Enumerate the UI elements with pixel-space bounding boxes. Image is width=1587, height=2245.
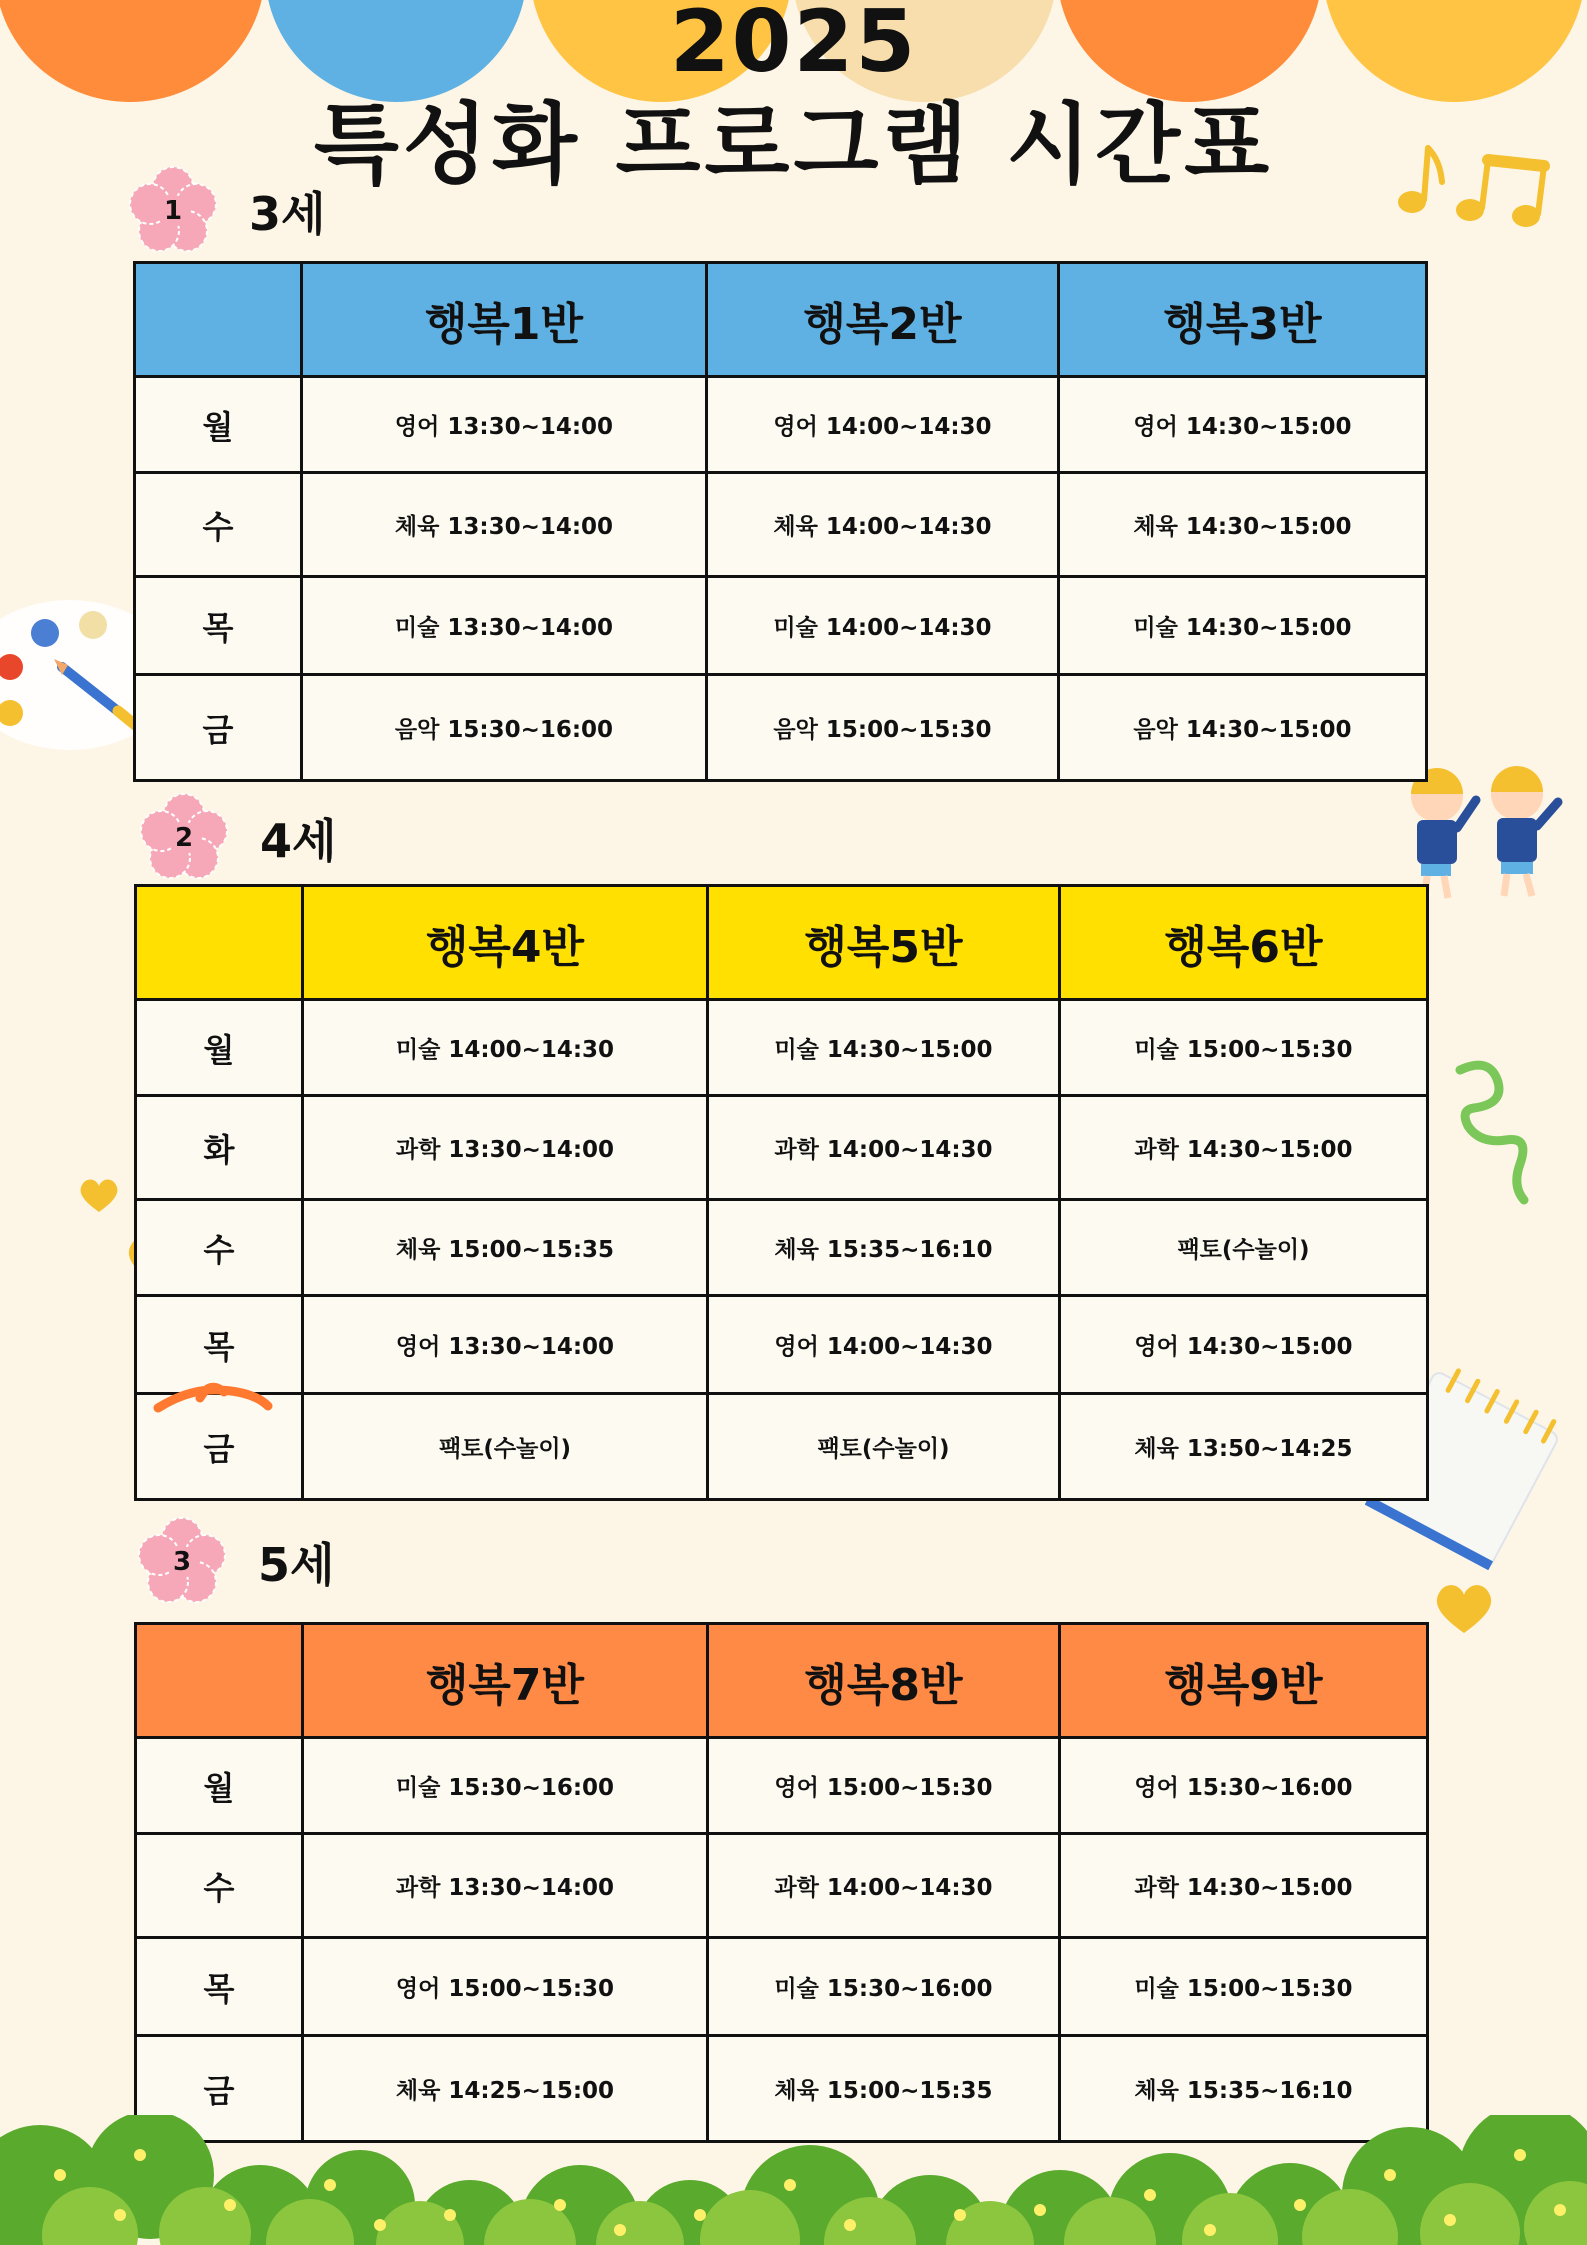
table-row — [135, 577, 1427, 675]
schedule-cell: 미술 14:00~14:30 — [707, 577, 1059, 675]
corner-cell — [136, 1624, 303, 1738]
schedule-cell: 체육 15:00~15:35 — [708, 2036, 1060, 2142]
section-header-3세 — [127, 165, 325, 257]
schedule-cell: 체육 14:00~14:30 — [707, 473, 1059, 577]
table-row — [135, 473, 1427, 577]
poster-title: 특성화 프로그램 시간표 — [313, 93, 1274, 196]
corner-cell — [135, 263, 302, 377]
class-header: 행복8반 — [708, 1624, 1060, 1738]
schedule-cell: 영어 15:30~16:00 — [1060, 1738, 1428, 1834]
class-header: 행복4반 — [303, 886, 708, 1000]
day-cell: 월 — [136, 1738, 303, 1834]
day-cell: 목 — [136, 1296, 303, 1394]
schedule-cell: 음악 14:30~15:00 — [1059, 675, 1427, 781]
day-cell: 목 — [135, 577, 302, 675]
day-cell: 목 — [136, 1938, 303, 2036]
section-age-label: 4세 — [260, 814, 337, 868]
schedule-cell: 미술 14:30~15:00 — [1059, 577, 1427, 675]
schedule-table-3세 — [133, 261, 1428, 782]
flower-badge-icon — [127, 165, 219, 257]
section-age-label: 3세 — [249, 187, 326, 241]
schedule-cell: 영어 14:30~15:00 — [1060, 1296, 1428, 1394]
class-header: 행복1반 — [302, 263, 707, 377]
section-number: 2 — [174, 823, 194, 853]
heart-icon — [78, 1176, 120, 1214]
schedule-cell: 영어 13:30~14:00 — [302, 377, 707, 473]
schedule-cell: 체육 14:30~15:00 — [1059, 473, 1427, 577]
schedule-cell: 영어 15:00~15:30 — [708, 1738, 1060, 1834]
schedule-table-4세 — [134, 884, 1429, 1501]
day-cell: 수 — [136, 1834, 303, 1938]
table-row — [136, 1296, 1428, 1394]
table-row — [135, 377, 1427, 473]
section-number: 1 — [163, 196, 183, 226]
table-header-row — [135, 263, 1427, 377]
table-row — [136, 1738, 1428, 1834]
schedule-cell: 팩토(수놀이) — [1060, 1200, 1428, 1296]
class-header: 행복6반 — [1060, 886, 1428, 1000]
schedule-cell: 과학 14:30~15:00 — [1060, 1834, 1428, 1938]
day-cell: 금 — [136, 1394, 303, 1500]
schedule-cell: 팩토(수놀이) — [303, 1394, 708, 1500]
schedule-cell: 미술 14:00~14:30 — [303, 1000, 708, 1096]
section-age-label: 5세 — [258, 1538, 335, 1592]
class-header: 행복9반 — [1060, 1624, 1428, 1738]
corner-cell — [136, 886, 303, 1000]
schedule-cell: 영어 15:00~15:30 — [303, 1938, 708, 2036]
table-row — [135, 675, 1427, 781]
class-header: 행복7반 — [303, 1624, 708, 1738]
schedule-cell: 미술 13:30~14:00 — [302, 577, 707, 675]
poster-year: 2025 — [669, 0, 918, 92]
schedule-cell: 체육 15:35~16:10 — [1060, 2036, 1428, 2142]
day-cell: 화 — [136, 1096, 303, 1200]
flower-badge-icon — [138, 792, 230, 884]
table-row — [136, 1834, 1428, 1938]
schedule-cell: 미술 15:00~15:30 — [1060, 1938, 1428, 2036]
schedule-cell: 음악 15:00~15:30 — [707, 675, 1059, 781]
day-cell: 월 — [135, 377, 302, 473]
schedule-cell: 체육 14:25~15:00 — [303, 2036, 708, 2142]
schedule-cell: 과학 14:30~15:00 — [1060, 1096, 1428, 1200]
schedule-cell: 음악 15:30~16:00 — [302, 675, 707, 781]
table-row — [136, 1200, 1428, 1296]
section-number: 3 — [172, 1547, 192, 1577]
schedule-cell: 미술 15:00~15:30 — [1060, 1000, 1428, 1096]
section-header-4세 — [138, 792, 336, 884]
schedule-cell: 영어 13:30~14:00 — [303, 1296, 708, 1394]
schedule-cell: 체육 13:30~14:00 — [302, 473, 707, 577]
schedule-cell: 체육 13:50~14:25 — [1060, 1394, 1428, 1500]
bush-border-illustration — [0, 2115, 1587, 2245]
schedule-cell: 체육 15:00~15:35 — [303, 1200, 708, 1296]
schedule-cell: 영어 14:00~14:30 — [707, 377, 1059, 473]
class-header: 행복2반 — [707, 263, 1059, 377]
day-cell: 수 — [135, 473, 302, 577]
heart-icon — [1432, 1580, 1496, 1636]
schedule-cell: 미술 15:30~16:00 — [708, 1938, 1060, 2036]
schedule-cell: 미술 14:30~15:00 — [708, 1000, 1060, 1096]
green-ribbon-icon — [1450, 1060, 1540, 1210]
schedule-table-5세 — [134, 1622, 1429, 2143]
day-cell: 월 — [136, 1000, 303, 1096]
section-header-5세 — [136, 1516, 334, 1608]
schedule-cell: 영어 14:00~14:30 — [708, 1296, 1060, 1394]
schedule-cell: 과학 13:30~14:00 — [303, 1834, 708, 1938]
schedule-cell: 체육 15:35~16:10 — [708, 1200, 1060, 1296]
class-header: 행복5반 — [708, 886, 1060, 1000]
table-header-row — [136, 886, 1428, 1000]
table-row — [136, 1938, 1428, 2036]
day-cell: 수 — [136, 1200, 303, 1296]
table-header-row — [136, 1624, 1428, 1738]
schedule-cell: 과학 14:00~14:30 — [708, 1096, 1060, 1200]
table-row — [136, 1000, 1428, 1096]
schedule-cell: 팩토(수놀이) — [708, 1394, 1060, 1500]
schedule-cell: 과학 14:00~14:30 — [708, 1834, 1060, 1938]
table-row — [136, 1394, 1428, 1500]
table-row — [136, 1096, 1428, 1200]
day-cell: 금 — [136, 2036, 303, 2142]
schedule-cell: 영어 14:30~15:00 — [1059, 377, 1427, 473]
day-cell: 금 — [135, 675, 302, 781]
flower-badge-icon — [136, 1516, 228, 1608]
schedule-cell: 과학 13:30~14:00 — [303, 1096, 708, 1200]
orange-scribble-icon — [150, 1372, 280, 1432]
schedule-cell: 미술 15:30~16:00 — [303, 1738, 708, 1834]
class-header: 행복3반 — [1059, 263, 1427, 377]
